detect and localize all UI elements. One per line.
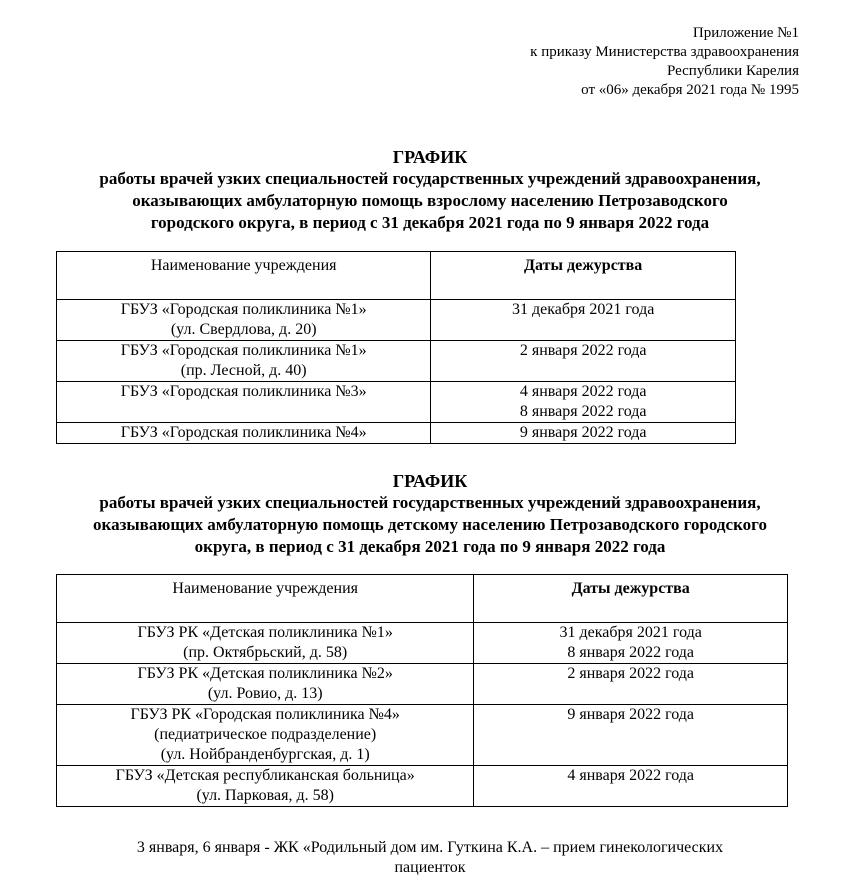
duty-date: 31 декабря 2021 года	[559, 624, 702, 641]
dates-cell	[431, 300, 736, 341]
dates-cell	[431, 382, 736, 423]
table-row	[57, 623, 788, 664]
institution-cell	[57, 423, 431, 444]
column-header-institution: Наименование учреждения	[57, 252, 431, 300]
institution-cell	[57, 341, 431, 382]
institution-line: ГБУЗ РК «Городская поликлиника №4»	[130, 706, 400, 723]
title-line: оказывающих амбулаторную помощь детскому населению Петрозаводского городского	[93, 515, 767, 534]
duty-date: 9 января 2022 года	[567, 706, 695, 723]
institution-address: (ул. Свердлова, д. 20)	[170, 321, 317, 338]
institution-name: ГБУЗ «Городская поликлиника №1»	[120, 342, 367, 359]
title-line: округа, в период с 31 декабря 2021 года по 9 января 2022 года	[194, 537, 666, 556]
header-line: Приложение №1	[692, 25, 799, 41]
table-row	[57, 382, 736, 423]
note-line: пациенток	[394, 859, 466, 876]
table-row	[57, 766, 788, 807]
dates-cell	[474, 623, 788, 664]
dates-cell	[431, 423, 736, 444]
table-header-row	[57, 252, 736, 300]
dates-cell	[431, 341, 736, 382]
institution-line: (педиатрическое подразделение)	[154, 726, 377, 743]
institution-line: (ул. Ровио, д. 13)	[207, 685, 323, 702]
institution-cell	[57, 382, 431, 423]
title-line: работы врачей узких специальностей государственных учреждений здравоохранения,	[99, 169, 761, 188]
institution-line: ГБУЗ РК «Детская поликлиника №1»	[137, 624, 393, 641]
column-header-dates: Даты дежурства	[474, 575, 788, 623]
table-row	[57, 300, 736, 341]
institution-line: (ул. Нойбранденбургская, д. 1)	[160, 746, 370, 763]
table-row	[57, 341, 736, 382]
institution-cell	[57, 300, 431, 341]
duty-date: 2 января 2022 года	[567, 665, 695, 682]
institution-cell	[57, 705, 474, 766]
title-line: оказывающих амбулаторную помощь взрослому населению Петрозаводского	[132, 191, 728, 210]
institution-line: (пр. Октябрьский, д. 58)	[183, 644, 348, 661]
dates-cell	[474, 705, 788, 766]
institution-line: ГБУЗ «Детская республиканская больница»	[115, 767, 415, 784]
table-row	[57, 423, 736, 444]
title-line: городского округа, в период с 31 декабря 2021 года по 9 января 2022 года	[150, 213, 710, 232]
schedule-title-adults	[40, 146, 820, 234]
dates-cell	[474, 766, 788, 807]
column-header-dates: Даты дежурства	[431, 252, 736, 300]
table-row	[57, 705, 788, 766]
duty-date: 4 января 2022 года	[519, 383, 647, 400]
institution-name: ГБУЗ «Городская поликлиника №1»	[120, 301, 367, 318]
column-header-institution: Наименование учреждения	[57, 575, 474, 623]
duty-date: 4 января 2022 года	[567, 767, 695, 784]
children-schedule-table	[56, 574, 788, 807]
institution-cell	[57, 766, 474, 807]
adult-schedule-table	[56, 251, 736, 444]
duty-date: 9 января 2022 года	[519, 424, 647, 441]
header-line: к приказу Министерства здравоохранения	[530, 44, 799, 60]
institution-line: ГБУЗ РК «Детская поликлиника №2»	[137, 665, 393, 682]
dates-cell	[474, 664, 788, 705]
duty-date: 8 января 2022 года	[519, 403, 647, 420]
institution-line: (ул. Парковая, д. 58)	[196, 787, 334, 804]
title-line: работы врачей узких специальностей государственных учреждений здравоохранения,	[99, 493, 761, 512]
institution-name: ГБУЗ «Городская поликлиника №4»	[120, 424, 367, 441]
table-header-row	[57, 575, 788, 623]
duty-date: 31 декабря 2021 года	[512, 301, 655, 318]
header-line: от «06» декабря 2021 года № 1995	[581, 82, 799, 98]
institution-cell	[57, 623, 474, 664]
title-heading: ГРАФИК	[392, 147, 468, 167]
schedule-title-children	[40, 470, 820, 558]
appendix-header	[530, 24, 799, 100]
institution-name: ГБУЗ «Городская поликлиника №3»	[120, 383, 367, 400]
duty-date: 2 января 2022 года	[519, 342, 647, 359]
table-row	[57, 664, 788, 705]
note-line: 3 января, 6 января - ЖК «Родильный дом им. Гуткина К.А. – прием гинекологических	[136, 839, 724, 856]
header-line: Республики Карелия	[666, 63, 799, 79]
footer-note	[50, 838, 810, 878]
duty-date: 8 января 2022 года	[567, 644, 695, 661]
title-heading: ГРАФИК	[392, 471, 468, 491]
institution-address: (пр. Лесной, д. 40)	[180, 362, 307, 379]
institution-cell	[57, 664, 474, 705]
